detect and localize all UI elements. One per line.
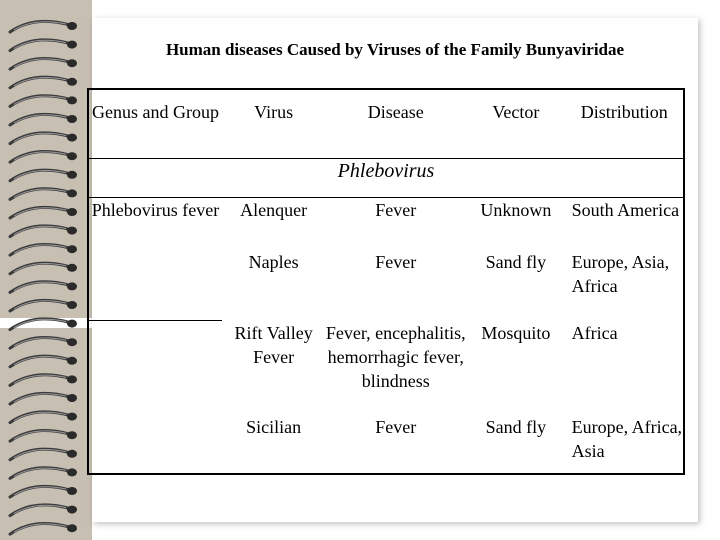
spiral-coil bbox=[10, 151, 77, 162]
cell-virus: Rift Valley Fever bbox=[234, 322, 313, 367]
spiral-coil bbox=[10, 133, 77, 144]
spiral-coil bbox=[10, 486, 77, 497]
table-row bbox=[88, 250, 684, 321]
page-title: Human diseases Caused by Viruses of the Family Bunyaviridae bbox=[165, 40, 625, 59]
spiral-coil bbox=[10, 244, 77, 255]
cell-group bbox=[88, 321, 222, 416]
spiral-coil bbox=[10, 263, 77, 274]
cell-vector: Unknown bbox=[480, 200, 552, 220]
cell-distribution: South America bbox=[571, 200, 680, 220]
spiral-coil bbox=[10, 114, 77, 125]
spiral-coil bbox=[10, 523, 77, 534]
spiral-coil bbox=[10, 226, 77, 237]
spiral-coil bbox=[10, 393, 77, 404]
cell-disease: Fever bbox=[375, 417, 417, 437]
spiral-coil bbox=[10, 300, 77, 311]
spiral-coil bbox=[10, 96, 77, 107]
cell-disease: Fever bbox=[375, 200, 417, 220]
cell-disease: Fever, encephalitis, hemorrhagic fever, blindness bbox=[325, 322, 466, 391]
cell-group: Phlebovirus fever bbox=[91, 200, 220, 220]
cell-distribution: Europe, Asia, Africa bbox=[571, 252, 670, 296]
spiral-coil bbox=[10, 77, 77, 88]
header-vector: Vector bbox=[466, 89, 565, 159]
spiral-binding bbox=[0, 0, 92, 540]
header-disease: Disease bbox=[325, 89, 466, 159]
cell-disease: Fever bbox=[375, 252, 417, 272]
spiral-coil bbox=[10, 505, 77, 516]
cell-group bbox=[88, 415, 222, 474]
cell-vector: Sand fly bbox=[485, 417, 547, 437]
spiral-coil bbox=[10, 356, 77, 367]
cell-virus: Sicilian bbox=[246, 417, 302, 437]
spiral-coil bbox=[10, 207, 77, 218]
section-label: Phlebovirus bbox=[88, 159, 684, 198]
section-row bbox=[88, 159, 684, 198]
table-row bbox=[88, 198, 684, 251]
spiral-coil bbox=[10, 189, 77, 200]
cell-virus: Alenquer bbox=[240, 200, 308, 220]
spiral-coil bbox=[10, 170, 77, 181]
spiral-coil bbox=[10, 468, 77, 479]
spiral-coil bbox=[10, 449, 77, 460]
cell-distribution: Europe, Africa, Asia bbox=[571, 417, 683, 461]
table-row bbox=[88, 321, 684, 416]
spiral-coil bbox=[10, 430, 77, 441]
spiral-coil bbox=[10, 412, 77, 423]
table-row bbox=[88, 415, 684, 474]
cell-vector: Mosquito bbox=[481, 322, 551, 343]
spiral-coil bbox=[10, 40, 77, 51]
header-distribution: Distribution bbox=[566, 89, 684, 159]
header-genus-group: Genus and Group bbox=[88, 89, 222, 159]
spiral-coil bbox=[10, 375, 77, 386]
bunyaviridae-table bbox=[87, 88, 685, 475]
cell-distribution: Africa bbox=[571, 322, 618, 343]
cell-vector: Sand fly bbox=[485, 252, 547, 272]
spiral-coil bbox=[10, 21, 77, 32]
spiral-coil bbox=[10, 319, 77, 330]
spiral-coil bbox=[10, 58, 77, 69]
header-virus: Virus bbox=[222, 89, 325, 159]
cell-virus: Naples bbox=[248, 252, 299, 272]
cell-group bbox=[88, 250, 222, 321]
spiral-coil bbox=[10, 282, 77, 293]
spiral-coil bbox=[10, 337, 77, 348]
table-header-row bbox=[88, 89, 684, 159]
